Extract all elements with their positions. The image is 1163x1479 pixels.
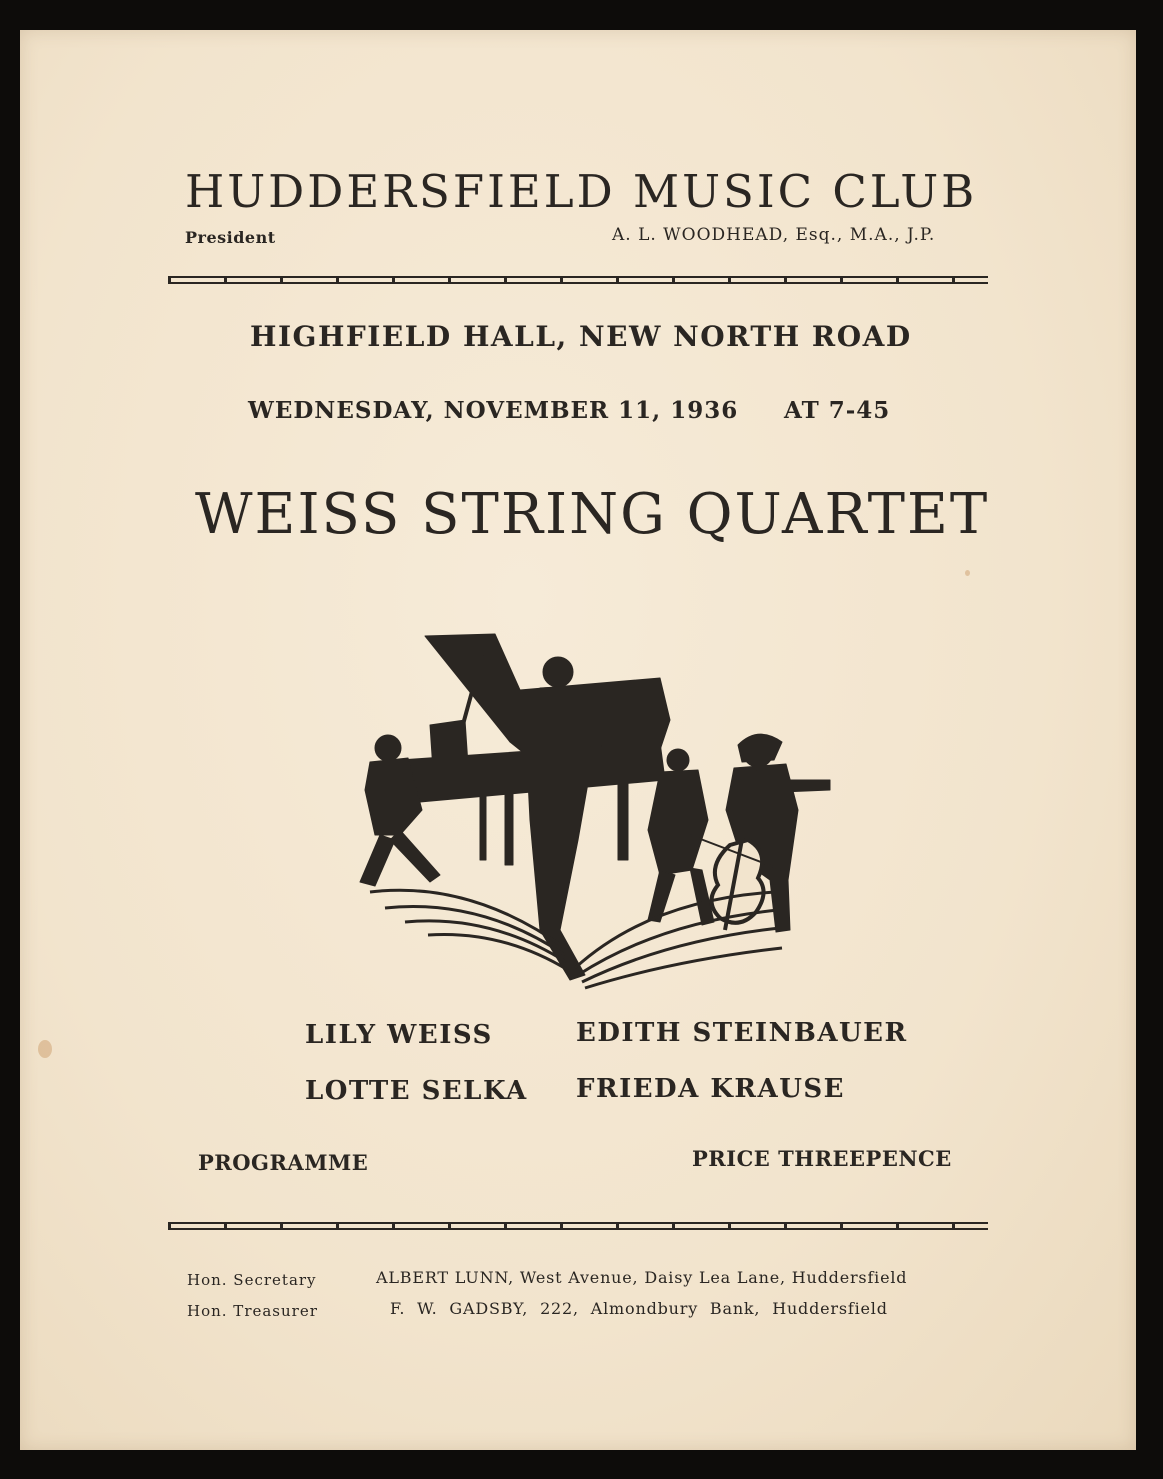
president-name: A. L. WOODHEAD, Esq., M.A., J.P. [612, 225, 936, 245]
club-title: HUDDERSFIELD MUSIC CLUB [185, 165, 978, 218]
performer-3: LOTTE SELKA [305, 1076, 528, 1106]
treasurer-label: Hon. Treasurer [187, 1302, 318, 1320]
ensemble-title: WEISS STRING QUARTET [195, 482, 990, 547]
programme-label: PROGRAMME [198, 1150, 369, 1175]
secretary-label: Hon. Secretary [187, 1271, 317, 1289]
treasurer-value: F. W. GADSBY, 222, Almondbury Bank, Huddersfield [390, 1299, 888, 1318]
price-label: PRICE THREEPENCE [692, 1146, 952, 1171]
venue: HIGHFIELD HALL, NEW NORTH ROAD [250, 320, 912, 353]
performer-2: EDITH STEINBAUER [576, 1018, 908, 1048]
secretary-value: ALBERT LUNN, West Avenue, Daisy Lea Lane, Huddersfield [376, 1268, 908, 1287]
event-time: AT 7-45 [784, 397, 891, 424]
quartet-illustration [330, 630, 850, 990]
top-divider [168, 276, 988, 284]
programme-page [20, 30, 1136, 1450]
performer-4: FRIEDA KRAUSE [576, 1074, 845, 1104]
president-label: President [185, 228, 276, 247]
bottom-divider [168, 1222, 988, 1230]
event-date: WEDNESDAY, NOVEMBER 11, 1936 [248, 397, 739, 424]
performer-1: LILY WEISS [305, 1020, 493, 1050]
